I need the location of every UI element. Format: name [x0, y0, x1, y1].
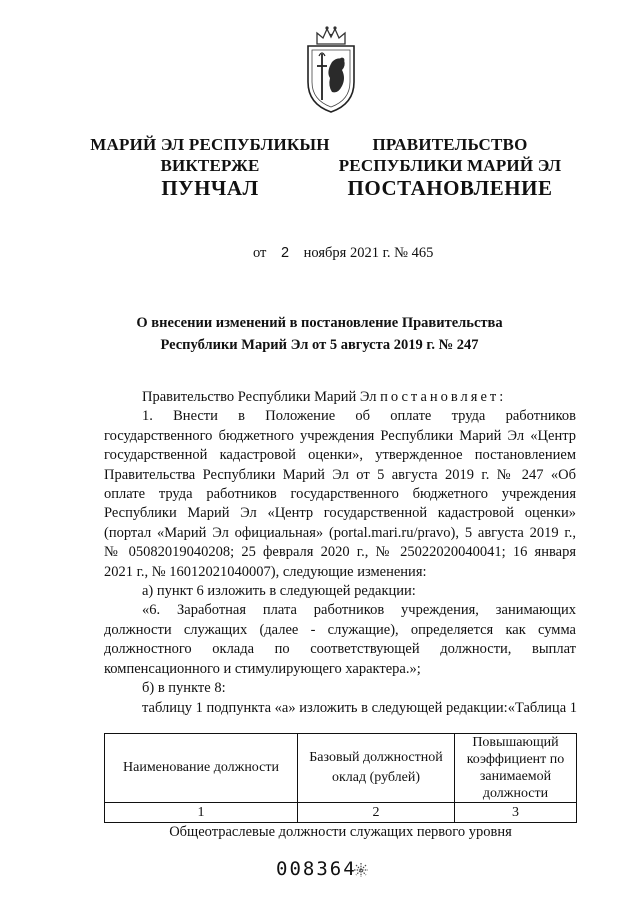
- body-line-4: государственной кадастровой оценки», утвержденное постановлением: [104, 447, 576, 464]
- sparkle-mark-icon: [353, 862, 369, 878]
- table-num-1: 1: [105, 803, 298, 823]
- header-right-title: ПОСТАНОВЛЕНИЕ: [347, 176, 553, 200]
- body-line-8: (портал «Марий Эл официальная» (portal.mari.ru/pravo), 5 августа 2019 г.,: [104, 524, 576, 541]
- body-line-7: Республики Марий Эл «Центр государственной кадастровой оценки»: [104, 505, 576, 522]
- date-day: 2: [280, 245, 290, 261]
- table-num-3: 3: [455, 803, 577, 823]
- date-prefix: от: [253, 245, 267, 261]
- body-line-10: 2021 г., № 16012021040007), следующие изменения:: [104, 563, 427, 580]
- body-line-17: таблицу 1 подпункта «а» изложить в следующей редакции:: [142, 699, 508, 716]
- table-number-row: [105, 803, 577, 823]
- table-num-2: 2: [298, 803, 455, 823]
- date-line: [253, 245, 433, 262]
- header-left-line1: МАРИЙ ЭЛ РЕСПУБЛИКЫН: [90, 135, 330, 154]
- header-left-line2: ВИКТЕРЖЕ: [160, 156, 260, 175]
- coat-of-arms-emblem: [302, 24, 360, 116]
- serial-number-stamp: [276, 858, 357, 880]
- body-line-13: должности служащих (далее - служащие), определяется как сумма: [104, 621, 576, 638]
- serial-number: 008364: [276, 858, 357, 880]
- header-left-block: [85, 134, 335, 176]
- body-line-6: оплате труда работников государственного бюджетного учреждения: [104, 486, 576, 503]
- header-right-line1: ПРАВИТЕЛЬСТВО: [372, 135, 528, 154]
- date-rest: ноября 2021 г. № 465: [303, 245, 434, 261]
- body-line-16: б) в пункте 8:: [142, 680, 226, 697]
- table-header-position: Наименование должности: [105, 734, 298, 803]
- body-line-5: Правительства Республики Марий Эл от 5 августа 2019 г. № 247 «Об: [104, 466, 576, 483]
- body-line-2: 1. Внести в Положение об оплате труда работников: [142, 408, 576, 425]
- body-line-15: компенсационного и стимулирующего характера.»;: [104, 660, 421, 677]
- table-header-base-salary: Базовый должностной оклад (рублей): [298, 734, 455, 803]
- body-line-12: «6. Заработная плата работников учреждения, занимающих: [142, 602, 576, 619]
- header-right-block: [335, 134, 565, 176]
- document-title: [60, 312, 579, 356]
- title-line1: О внесении изменений в постановление Правительства: [136, 315, 503, 331]
- body-line-1b: постановляет:: [380, 389, 507, 405]
- table-caption: «Таблица 1: [507, 700, 577, 716]
- table-header-coefficient: Повышающий коэффициент по занимаемой должности: [455, 734, 577, 803]
- body-line-14: должностного оклада по соответствующей должности, выплат: [104, 641, 576, 658]
- body-line-1a: Правительство Республики Марий Эл: [142, 389, 377, 405]
- body-line-9: № 05082019040208; 25 февраля 2020 г., № 25022020040041; 16 января: [104, 544, 576, 561]
- salary-table: [104, 733, 577, 823]
- title-line2: Республики Марий Эл от 5 августа 2019 г. № 247: [160, 337, 479, 353]
- header-left-title: ПУНЧАЛ: [161, 176, 259, 200]
- header-right-line2: РЕСПУБЛИКИ МАРИЙ ЭЛ: [338, 156, 562, 175]
- body-line-11: а) пункт 6 изложить в следующей редакции:: [142, 583, 416, 600]
- table-header-row: [105, 734, 577, 803]
- section-heading: Общеотраслевые должности служащих первого уровня: [169, 824, 512, 840]
- body-line-1: [104, 388, 576, 407]
- body-line-3: государственного бюджетного учреждения Республики Марий Эл «Центр: [104, 427, 576, 444]
- document-body: [104, 388, 576, 718]
